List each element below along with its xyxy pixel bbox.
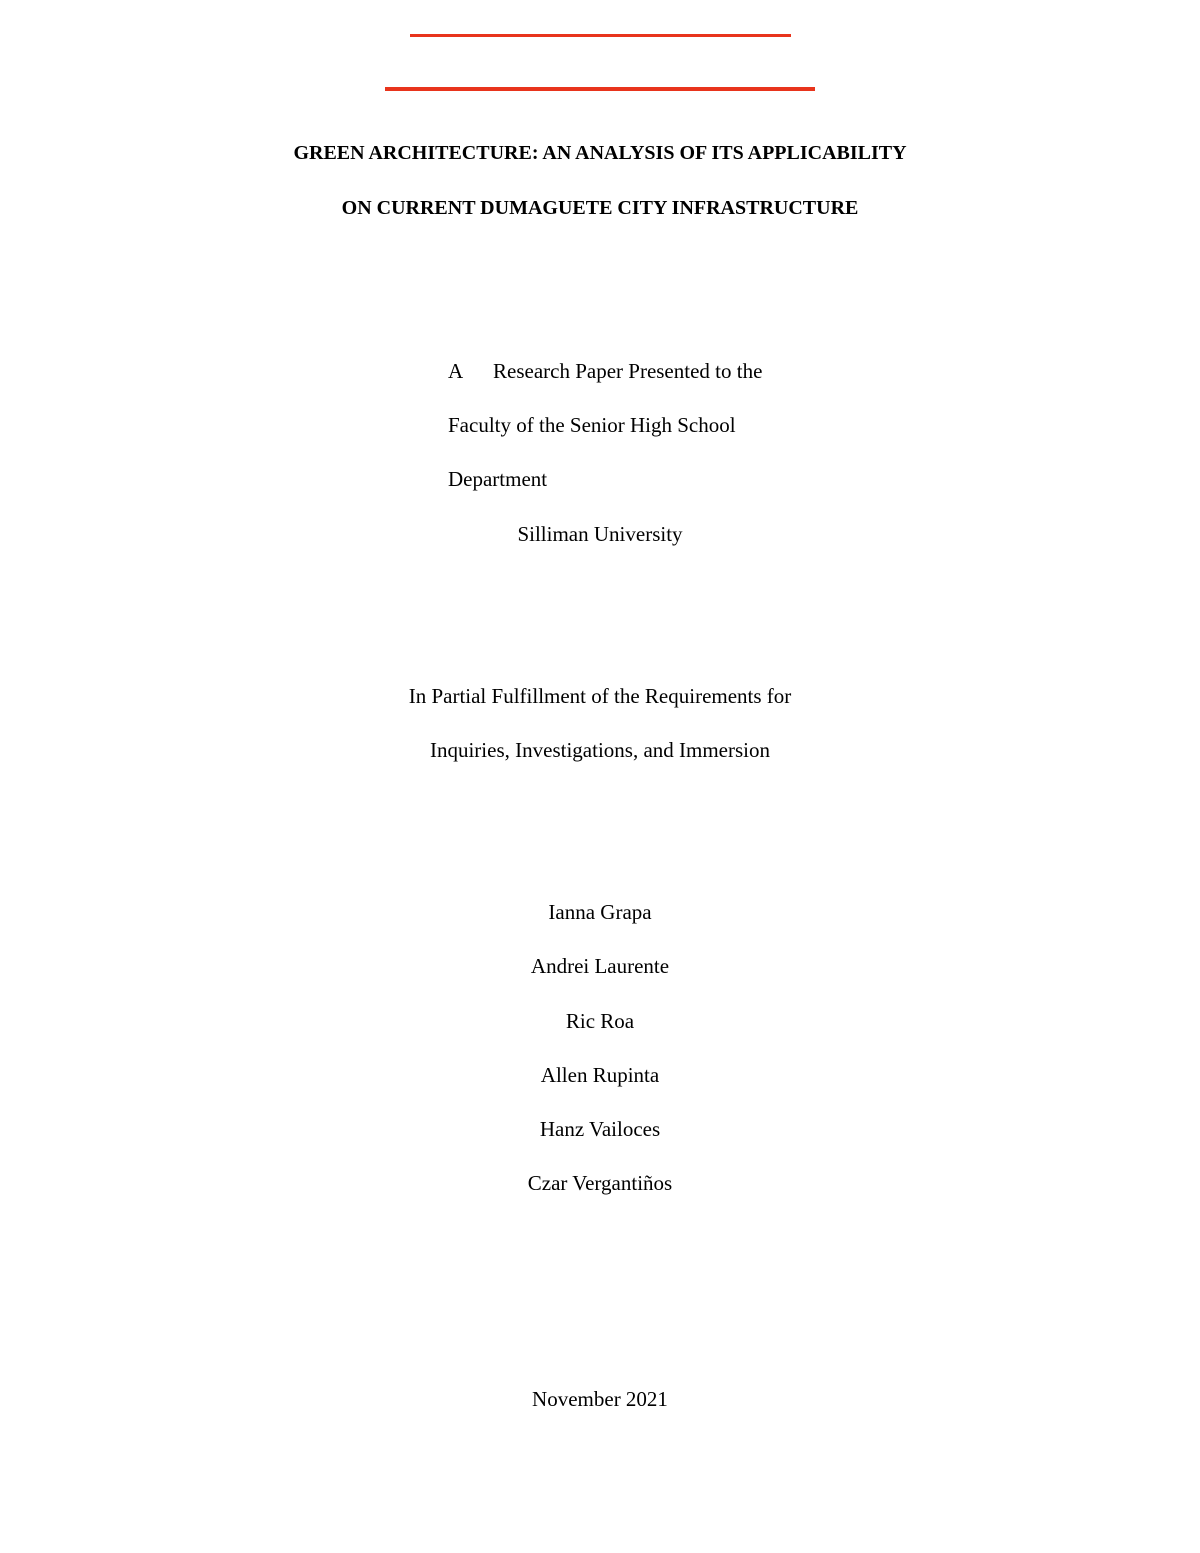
presentation-letter: A [448,359,464,383]
author-name: Ric Roa [565,1009,635,1033]
presentation-line-1-text: Research Paper Presented to the [493,359,763,383]
fulfillment-line-2: Inquiries, Investigations, and Immersion [429,738,771,762]
title-line-1: GREEN ARCHITECTURE: AN ANALYSIS OF ITS APPLICABILITY [293,142,907,164]
author-name: Czar Vergantiños [527,1171,673,1195]
author-name: Hanz Vailoces [539,1117,661,1141]
author-name: Andrei Laurente [530,954,670,978]
presentation-line-1 [448,358,762,384]
author-name: Ianna Grapa [548,900,652,924]
title-line-2: ON CURRENT DUMAGUETE CITY INFRASTRUCTURE [341,197,859,219]
fulfillment-line-1: In Partial Fulfillment of the Requirements for [408,684,792,708]
presentation-line-3: Department [448,467,548,491]
author-name: Allen Rupinta [540,1063,660,1087]
top-red-rule [410,34,791,37]
university-name: Silliman University [517,522,683,546]
second-red-rule [385,87,815,91]
submission-date: November 2021 [532,1387,668,1411]
presentation-line-2: Faculty of the Senior High School [448,413,736,437]
